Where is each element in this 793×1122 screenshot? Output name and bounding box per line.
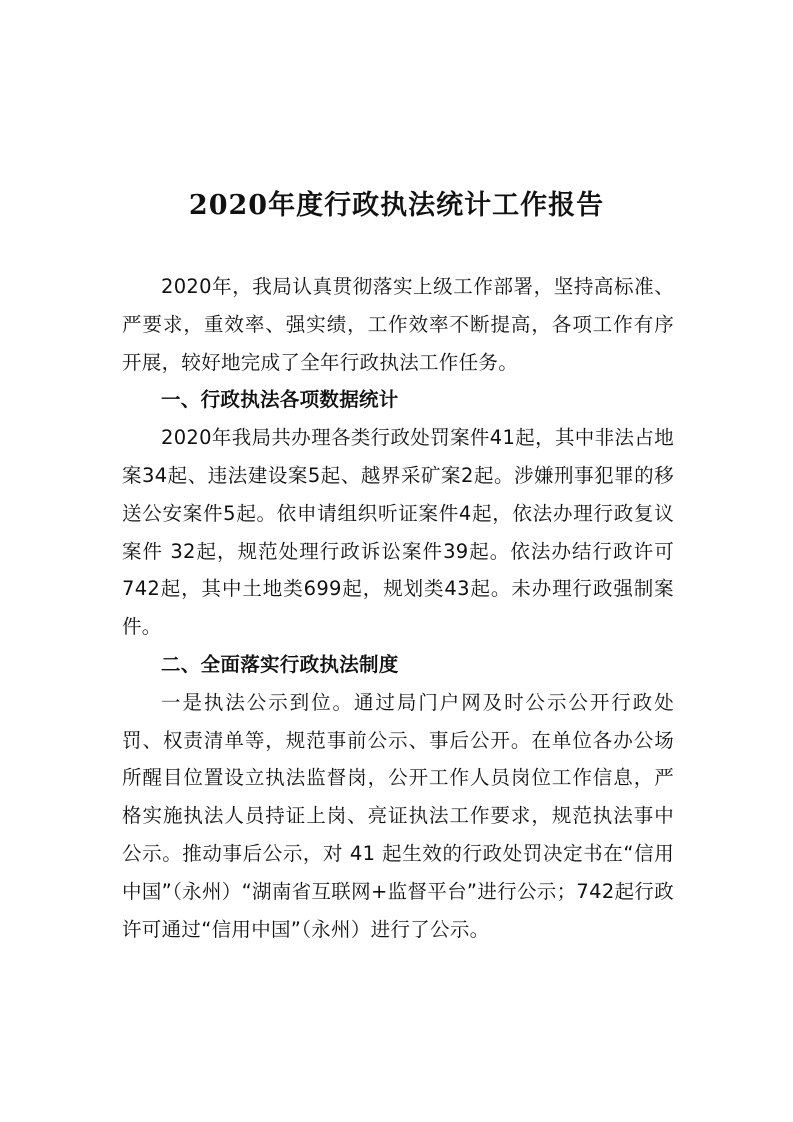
- document-body: [122, 268, 674, 948]
- statistics-paragraph: 2020年我局共办理各类行政处罚案件41起，其中非法占地案34起、违法建设案5起、越界采矿案2起。涉嫌刑事犯罪的移送公安案件5起。依申请组织听证案件4起，依法办理行政复议案件 32起，规范处理行政诉讼案件39起。依法办结行政许可742起，其中土地类699起，规划类43起。未办理行政强制案件。: [122, 426, 674, 639]
- document-title: 2020年度行政执法统计工作报告: [188, 190, 605, 221]
- section-heading-enforcement-system: 二、全面落实行政执法制度: [161, 652, 399, 676]
- intro-paragraph: 2020年，我局认真贯彻落实上级工作部署，坚持高标准、严要求，重效率、强实绩，工作效率不断提高，各项工作有序开展，较好地完成了全年行政执法工作任务。: [122, 275, 674, 374]
- section-heading-statistics: 一、行政执法各项数据统计: [161, 388, 399, 412]
- enforcement-system-paragraph: 一是执法公示到位。通过局门户网及时公示公开行政处罚、权责清单等，规范事前公示、事后公开。在单位各办公场所醒目位置设立执法监督岗，公开工作人员岗位工作信息，严格实施执法人员持证上岗、亮证执法工作要求，规范执法事中公示。推动事后公示，对 41 起生效的行政处罚决定书在“信用中国”（永州）“湖南省互联网+监督平台”进行公示；742起行政许可通过“信用中国”（永州）进行了公示。: [122, 690, 674, 941]
